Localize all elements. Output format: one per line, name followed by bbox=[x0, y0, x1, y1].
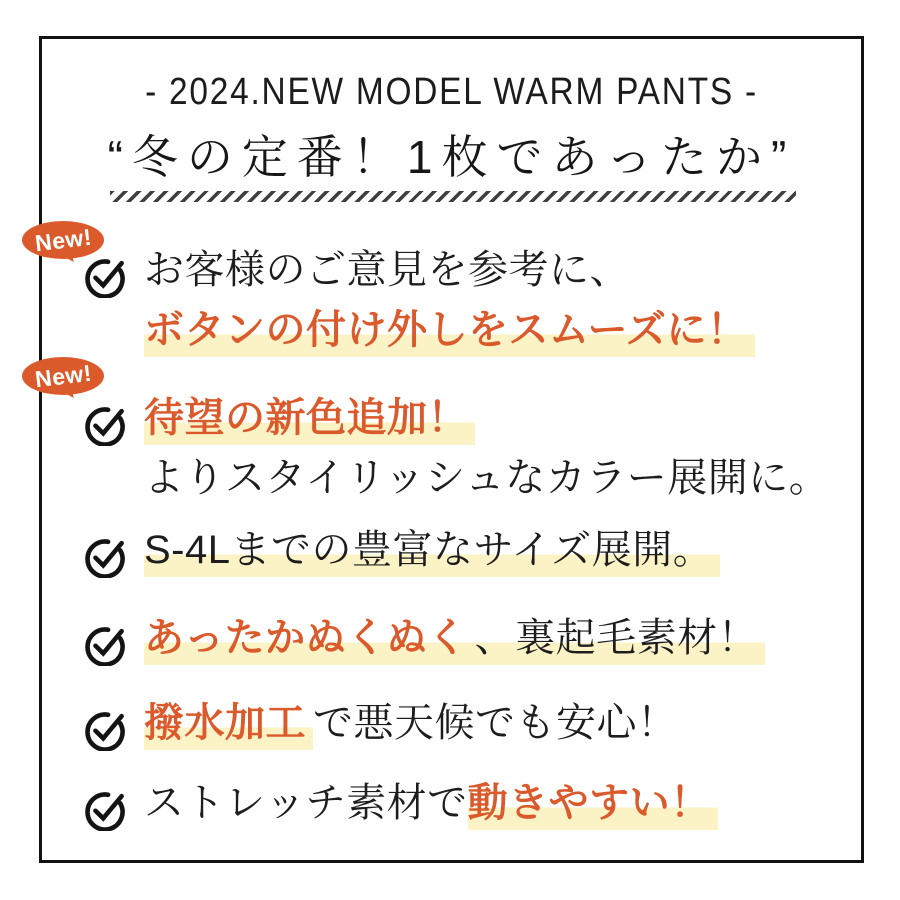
feature-row bbox=[42, 388, 857, 508]
check-circle-icon bbox=[82, 252, 128, 298]
hatched-divider bbox=[110, 191, 796, 202]
check-circle-icon bbox=[82, 620, 128, 666]
feature-text-line bbox=[144, 520, 857, 580]
feature-text: お客様のご意見を参考に、 bbox=[144, 248, 630, 292]
feature-text-line bbox=[144, 693, 857, 753]
feature-row bbox=[42, 773, 857, 833]
check-circle-icon bbox=[82, 400, 128, 446]
new-badge-label: New! bbox=[33, 223, 93, 256]
feature-text-line bbox=[144, 773, 857, 833]
new-badge bbox=[22, 221, 104, 259]
feature-text: よりスタイリッシュなカラー展開に。 bbox=[144, 456, 830, 500]
feature-text-line bbox=[144, 300, 857, 360]
feature-text-line bbox=[144, 608, 857, 668]
check-circle-icon bbox=[82, 785, 128, 831]
feature-text: ストレッチ素材で bbox=[144, 781, 468, 825]
feature-row bbox=[42, 520, 857, 580]
feature-text: 、裏起毛素材！ bbox=[475, 616, 766, 665]
content-frame bbox=[33, 36, 864, 863]
check-circle-icon bbox=[82, 705, 128, 751]
feature-row bbox=[42, 693, 857, 753]
feature-text-line bbox=[144, 240, 857, 300]
feature-text-line bbox=[144, 388, 857, 448]
feature-text-emphasis: 動きやすい！ bbox=[468, 781, 718, 830]
feature-row bbox=[42, 608, 857, 668]
feature-text-emphasis: 待望の新色追加！ bbox=[144, 396, 475, 445]
check-circle-icon bbox=[82, 532, 128, 578]
feature-text-line bbox=[144, 448, 857, 508]
catchphrase: “冬の定番！1枚であったか” bbox=[107, 131, 796, 183]
feature-row bbox=[42, 240, 857, 360]
new-badge-label: New! bbox=[33, 359, 93, 392]
new-badge bbox=[22, 357, 104, 395]
feature-text: で悪天候でも安心！ bbox=[313, 701, 678, 745]
page-title: - 2024.NEW MODEL WARM PANTS - bbox=[145, 71, 758, 113]
feature-text-emphasis: 撥水加工 bbox=[144, 701, 313, 750]
feature-text-emphasis: あったかぬくぬく bbox=[144, 616, 475, 665]
feature-text-emphasis: ボタンの付け外しをスムーズに！ bbox=[144, 308, 755, 357]
feature-text: S-4Lまでの豊富なサイズ展開。 bbox=[144, 528, 720, 577]
